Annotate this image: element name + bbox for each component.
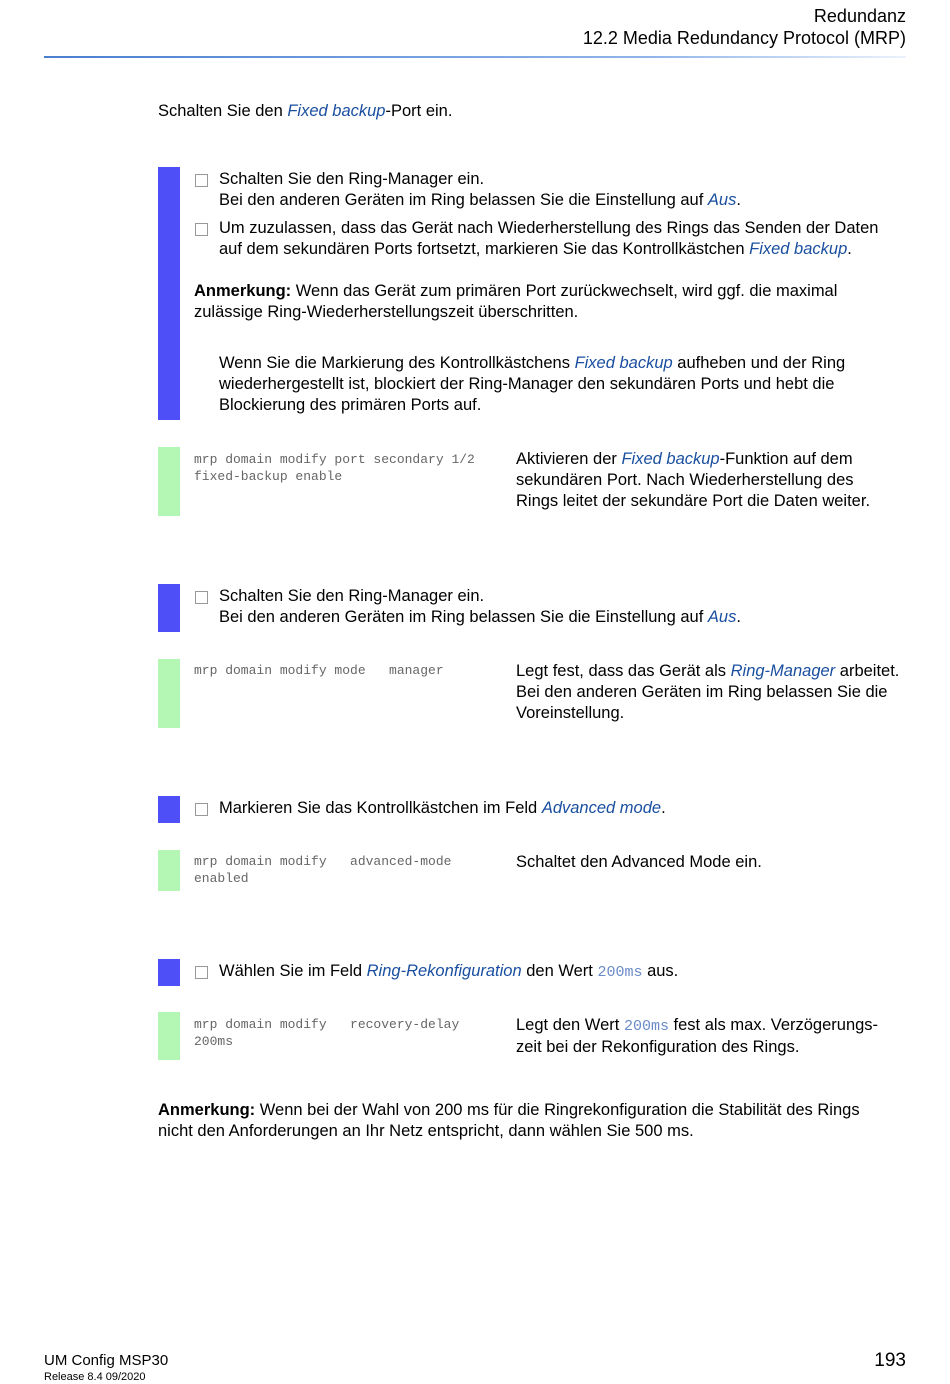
gui-marker-bar [158,167,180,420]
final-note: Anmerkung: Wenn bei der Wahl von 200 ms für die Ringrekonfiguration die Stabilität des Rings nicht den Anforderungen an Ihr Netz entspricht, dann wählen Sie 500 ms. [158,1101,860,1140]
checkbox-icon [195,223,208,236]
info-paragraph: Wenn Sie die Markierung des Kontrollkästchens Fixed backup aufheben und der Ring wiederhergestellt ist, blockiert der Ring-Manager den sekundären Ports und hebt die Blockierung des primären Ports auf. [219,354,846,414]
cli-marker-bar [158,447,180,516]
cli-command: mrp domain modify mode manager [194,663,444,678]
cli-description: Aktivieren der Fixed backup-Funktion auf dem sekundären Port. Nach Wiederherstellung des Rings leitet der sekundäre Port die Daten weiter. [516,450,871,510]
header-rule [44,56,906,58]
cli-marker-bar [158,659,180,728]
checkbox-icon [195,174,208,187]
cli-marker-bar [158,1012,180,1060]
chapter-title: Redundanz [813,6,906,26]
footer-doc-title: UM Config MSP30 [44,1352,169,1369]
intro-text: Schalten Sie den Fixed backup-Port ein. [158,102,453,120]
cli-command: mrp domain modify recovery-delay 200ms [194,1017,460,1049]
page-number: 193 [874,1350,906,1371]
checkbox-icon [195,803,208,816]
gui-marker-bar [158,959,180,986]
note: Anmerkung: Wenn das Gerät zum primären Port zurückwechselt, wird ggf. die maximal zulässige Ring-Wiederherstellungszeit überschritten. [194,282,838,321]
cli-description: Legt den Wert 200ms fest als max. Verzögerungs- zeit bei der Rekonfiguration des Rings. [516,1016,879,1056]
cli-marker-bar [158,850,180,891]
section-title: 12.2 Media Redundancy Protocol (MRP) [582,28,906,48]
cli-command: mrp domain modify port secondary 1/2 fixed-backup enable [194,452,475,484]
checkbox-icon [195,591,208,604]
cli-command: mrp domain modify advanced-mode enabled [194,854,452,886]
gui-marker-bar [158,584,180,632]
footer-release: Release 8.4 09/2020 [44,1371,146,1383]
cli-description: Schaltet den Advanced Mode ein. [516,853,762,871]
cli-description: Legt fest, dass das Gerät als Ring-Manager arbeitet. Bei den anderen Geräten im Ring belassen Sie die Voreinstellung. [516,662,900,722]
checkbox-icon [195,966,208,979]
gui-marker-bar [158,796,180,823]
